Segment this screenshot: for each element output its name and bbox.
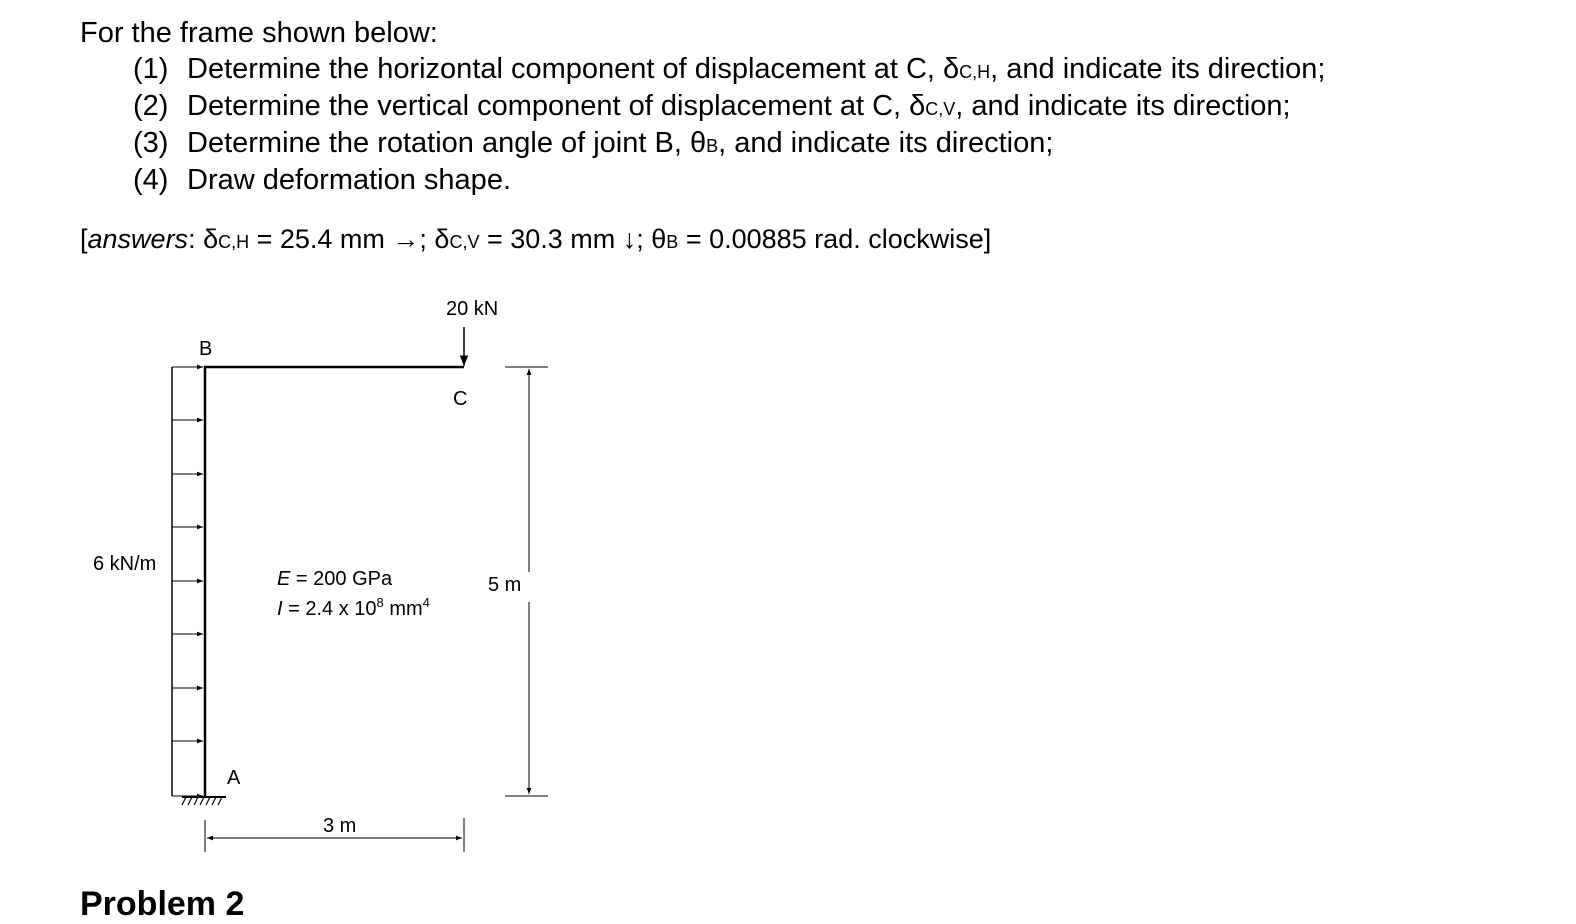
task-number: (2) xyxy=(133,90,169,122)
frame-diagram xyxy=(0,280,700,880)
node-a-label: A xyxy=(227,767,241,789)
node-b-label: B xyxy=(199,338,213,360)
task-item xyxy=(133,163,1325,200)
distributed-load-label: 6 kN/m xyxy=(93,553,157,575)
problem-intro: For the frame shown below: xyxy=(80,17,438,49)
distributed-load xyxy=(172,367,203,796)
task-text: Draw deformation shape. xyxy=(187,164,511,196)
moment-of-inertia: I = 2.4 x $10^8$ $mm^4$ xyxy=(277,595,430,620)
height-dimension-label: 5 m xyxy=(488,574,522,596)
node-c-label: C xyxy=(453,388,468,410)
answers-label: answers xyxy=(87,224,189,254)
task-item xyxy=(133,89,1325,126)
task-text: Determine the vertical component of displacement at C, δC,V, and indicate its direction; xyxy=(187,90,1291,122)
task-number: (1) xyxy=(133,53,169,85)
fixed-support xyxy=(182,797,226,805)
task-number: (3) xyxy=(133,127,169,159)
next-problem-heading: Problem 2 xyxy=(80,885,245,923)
task-item xyxy=(133,126,1325,163)
point-load-label: 20 kN xyxy=(446,298,499,320)
task-text: Determine the rotation angle of joint B, θB, and indicate its direction; xyxy=(187,127,1054,159)
task-item xyxy=(133,52,1325,89)
task-text: Determine the horizontal component of displacement at C, δC,H, and indicate its direction; xyxy=(187,53,1326,85)
elastic-modulus: E = 200 GPa xyxy=(277,568,393,590)
task-number: (4) xyxy=(133,164,169,196)
task-list xyxy=(133,52,1325,200)
answers-line: [answers: δC,H = 25.4 mm →; δC,V = 30.3 mm ↓; θB = 0.00885 rad. clockwise] xyxy=(80,224,992,254)
width-dimension-label: 3 m xyxy=(323,815,357,837)
